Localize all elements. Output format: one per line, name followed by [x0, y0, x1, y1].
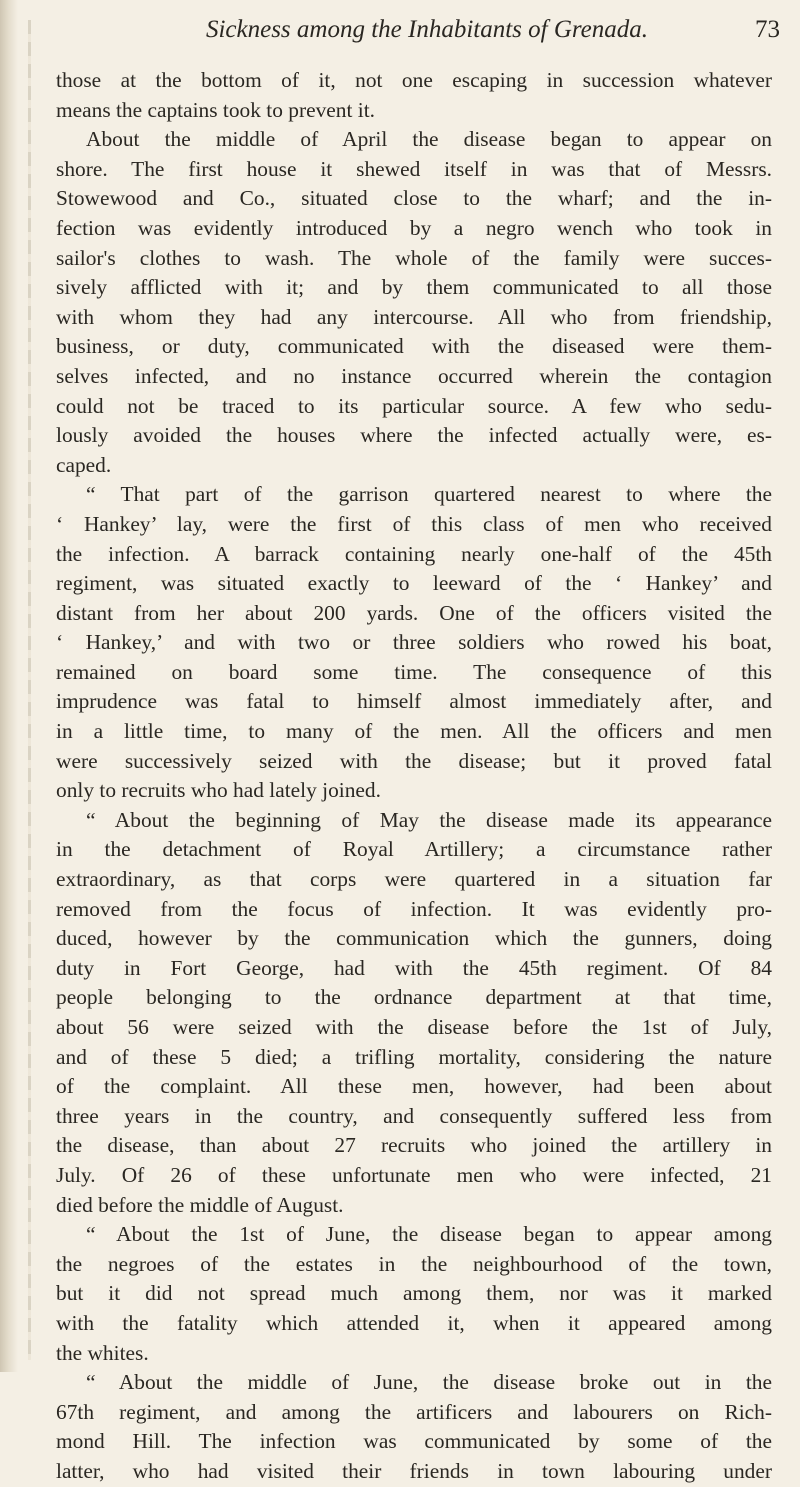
binding-gutter: [0, 0, 18, 1372]
text-line: shore. The first house it shewed itself in was that of Messrs.: [56, 156, 772, 181]
text-line: 67th regiment, and among the artificers and labourers on Rich-: [56, 1399, 772, 1424]
paragraph: [56, 1368, 772, 1486]
text-line: ‘ Hankey’ lay, were the first of this class of men who received: [56, 511, 772, 536]
binding-stitching: [28, 20, 31, 1360]
text-line: with whom they had any intercourse. All who from friendship,: [56, 304, 772, 329]
text-line: in a little time, to many of the men. All the officers and men: [56, 719, 772, 744]
text-line: ‘ Hankey,’ and with two or three soldiers who rowed his boat,: [56, 630, 772, 655]
body-text: [56, 66, 772, 1487]
text-line: duced, however by the communication which the gunners, doing: [56, 926, 772, 951]
text-line: distant from her about 200 yards. One of the officers visited the: [56, 600, 772, 625]
text-line: latter, who had visited their friends in town labouring under: [56, 1458, 772, 1483]
paragraph: [56, 66, 772, 125]
text-line: means the captains took to prevent it.: [56, 97, 375, 122]
text-line: mond Hill. The infection was communicated by some of the: [56, 1429, 772, 1454]
running-head: Sickness among the Inhabitants of Grenada.: [205, 16, 649, 43]
text-line: sailor's clothes to wash. The whole of the family were succes-: [56, 245, 772, 270]
text-line: “ About the beginning of May the disease made its appearance: [86, 807, 772, 832]
text-line: only to recruits who had lately joined.: [56, 778, 381, 803]
text-line: business, or duty, communicated with the diseased were them-: [56, 334, 772, 359]
text-line: About the middle of April the disease began to appear on: [86, 127, 772, 152]
paragraph: [56, 806, 772, 1220]
text-line: “ About the 1st of June, the disease began to appear among: [86, 1222, 772, 1247]
text-line: caped.: [56, 452, 112, 477]
text-line: fection was evidently introduced by a negro wench who took in: [56, 215, 772, 240]
text-line: selves infected, and no instance occurred wherein the contagion: [56, 363, 772, 388]
text-line: about 56 were seized with the disease before the 1st of July,: [56, 1015, 772, 1039]
text-line: lously avoided the houses where the infected actually were, es-: [56, 423, 772, 448]
page-number: 73: [755, 16, 780, 43]
text-line: extraordinary, as that corps were quartered in a situation far: [56, 867, 772, 892]
paragraph: [56, 125, 772, 480]
text-line: people belonging to the ordnance department at that time,: [56, 985, 772, 1010]
text-line: removed from the focus of infection. It was evidently pro-: [56, 896, 772, 921]
text-line: Stowewood and Co., situated close to the wharf; and the in-: [56, 186, 772, 211]
text-line: regiment, was situated exactly to leeward of the ‘ Hankey’ and: [56, 571, 772, 596]
text-line: three years in the country, and consequently suffered less from: [56, 1103, 772, 1128]
text-line: sively afflicted with it; and by them communicated to all those: [56, 275, 772, 300]
text-line: the infection. A barrack containing nearly one-half of the 45th: [56, 541, 772, 566]
text-line: those at the bottom of it, not one escaping in succession whatever: [56, 68, 772, 92]
text-line: were successively seized with the disease; but it proved fatal: [56, 748, 772, 773]
text-line: with the fatality which attended it, when it appeared among: [56, 1310, 772, 1335]
text-line: July. Of 26 of these unfortunate men who were infected, 21: [56, 1162, 772, 1187]
text-line: in the detachment of Royal Artillery; a circumstance rather: [56, 837, 772, 862]
text-line: but it did not spread much among them, nor was it marked: [56, 1281, 772, 1306]
text-line: the whites.: [56, 1340, 149, 1365]
text-line: and of these 5 died; a trifling mortality, considering the nature: [56, 1044, 772, 1069]
text-line: the disease, than about 27 recruits who joined the artillery in: [56, 1133, 772, 1158]
text-line: “ That part of the garrison quartered nearest to where the: [86, 482, 772, 507]
text-line: could not be traced to its particular source. A few who sedu-: [56, 393, 772, 418]
text-line: of the complaint. All these men, however, had been about: [56, 1074, 772, 1099]
text-line: duty in Fort George, had with the 45th regiment. Of 84: [56, 955, 772, 980]
paragraph: [56, 480, 772, 806]
paragraph: [56, 1220, 772, 1368]
text-line: “ About the middle of June, the disease broke out in the: [86, 1370, 772, 1395]
text-line: remained on board some time. The consequence of this: [56, 659, 772, 684]
text-line: imprudence was fatal to himself almost immediately after, and: [56, 689, 772, 714]
text-line: died before the middle of August.: [56, 1192, 344, 1217]
text-line: the negroes of the estates in the neighbourhood of the town,: [56, 1251, 772, 1276]
